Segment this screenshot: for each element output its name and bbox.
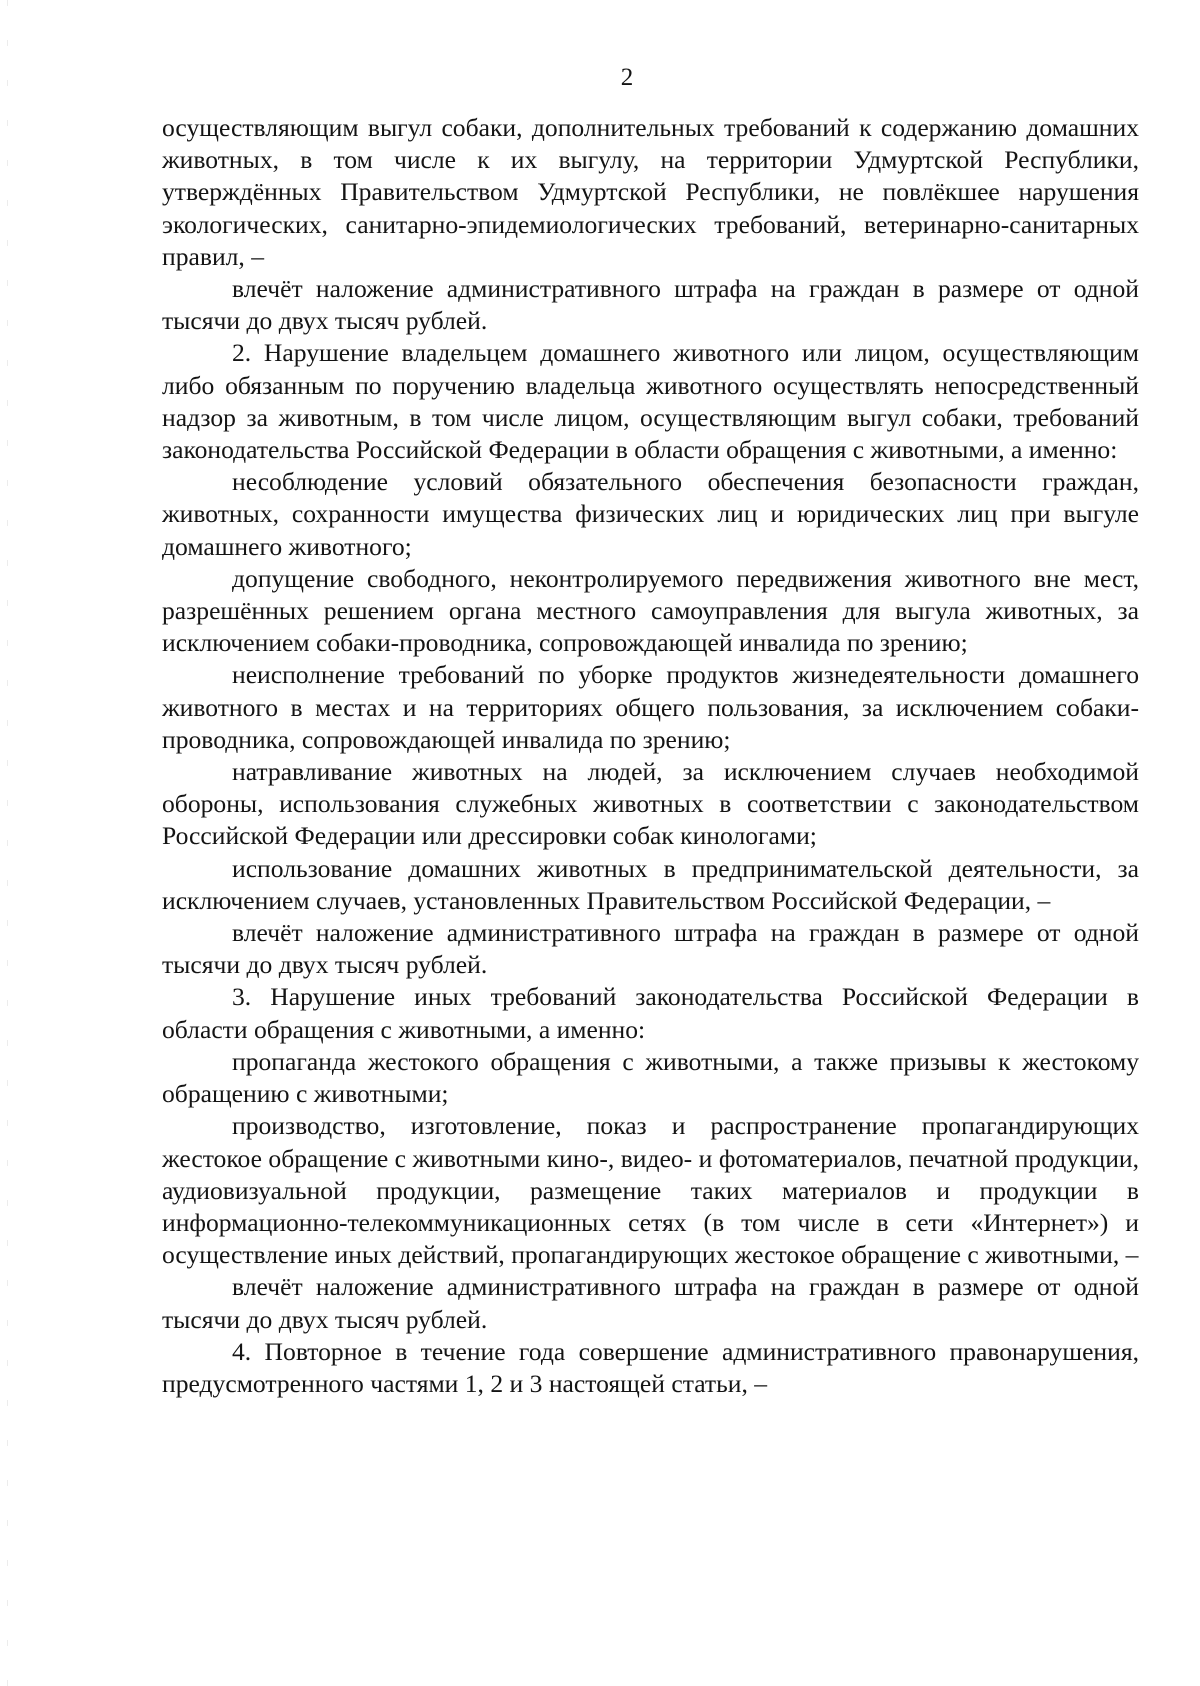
paragraph: производство, изготовление, показ и распространение пропагандирующих жестокое обращение с животными кино-, видео- и фотоматериалов, печатной продукции, аудиовизуальной продукции, размещение таких материалов и продукции в информационно-телекоммуникационных сетях (в том числе в сети «Интернет») и осуществление иных действий, пропагандирующих жестокое обращение с животными, –	[162, 1111, 1139, 1270]
paragraph: допущение свободного, неконтролируемого передвижения животного вне мест, разрешённых решением органа местного самоуправления для выгула животных, за исключением собаки-проводника, сопровождающей инвалида по зрению;	[162, 563, 1139, 658]
paragraph: влечёт наложение административного штрафа на граждан в размере от одной тысячи до двух тысяч рублей.	[162, 274, 1139, 336]
paragraph: натравливание животных на людей, за исключением случаев необходимой обороны, использования служебных животных в соответствии с законодательством Российской Федерации или дрессировки собак кинологами;	[162, 757, 1139, 851]
paragraph: осуществляющим выгул собаки, дополнительных требований к содержанию домашних животных, в том числе к их выгулу, на территории Удмуртской Республики, утверждённых Правительством Удмуртской Республики, не повлёкшее нарушения экологических, санитарно-эпидемиологических требований, ветеринарно-санитарных правил, –	[162, 113, 1139, 271]
page-number: 2	[620, 64, 634, 91]
paragraph: неисполнение требований по уборке продуктов жизнедеятельности домашнего животного в местах и на территориях общего пользования, за исключением собаки-проводника, сопровождающей инвалида по зрению;	[162, 660, 1139, 754]
paragraph: использование домашних животных в предпринимательской деятельности, за исключением случаев, установленных Правительством Российской Федерации, –	[162, 853, 1139, 915]
paragraph: влечёт наложение административного штрафа на граждан в размере от одной тысячи до двух тысяч рублей.	[162, 1272, 1139, 1334]
scan-edge-artifact	[7, 0, 8, 1686]
paragraph: несоблюдение условий обязательного обеспечения безопасности граждан, животных, сохранности имущества физических лиц и юридических лиц при выгуле домашнего животного;	[162, 467, 1139, 561]
paragraph: 4. Повторное в течение года совершение административного правонарушения, предусмотренного частями 1, 2 и 3 настоящей статьи, –	[162, 1336, 1139, 1398]
paragraph: влечёт наложение административного штрафа на граждан в размере от одной тысячи до двух тысяч рублей.	[162, 918, 1139, 980]
paragraph: пропаганда жестокого обращения с животными, а также призывы к жестокому обращению с животными;	[162, 1046, 1139, 1109]
document-body	[162, 112, 1139, 1400]
paragraph: 3. Нарушение иных требований законодательства Российской Федерации в области обращения с животными, а именно:	[162, 982, 1139, 1044]
paragraph: 2. Нарушение владельцем домашнего животного или лицом, осуществляющим либо обязанным по поручению владельца животного осуществлять непосредственный надзор за животным, в том числе лицом, осуществляющим выгул собаки, требований законодательства Российской Федерации в области обращения с животными, а именно:	[162, 338, 1139, 465]
